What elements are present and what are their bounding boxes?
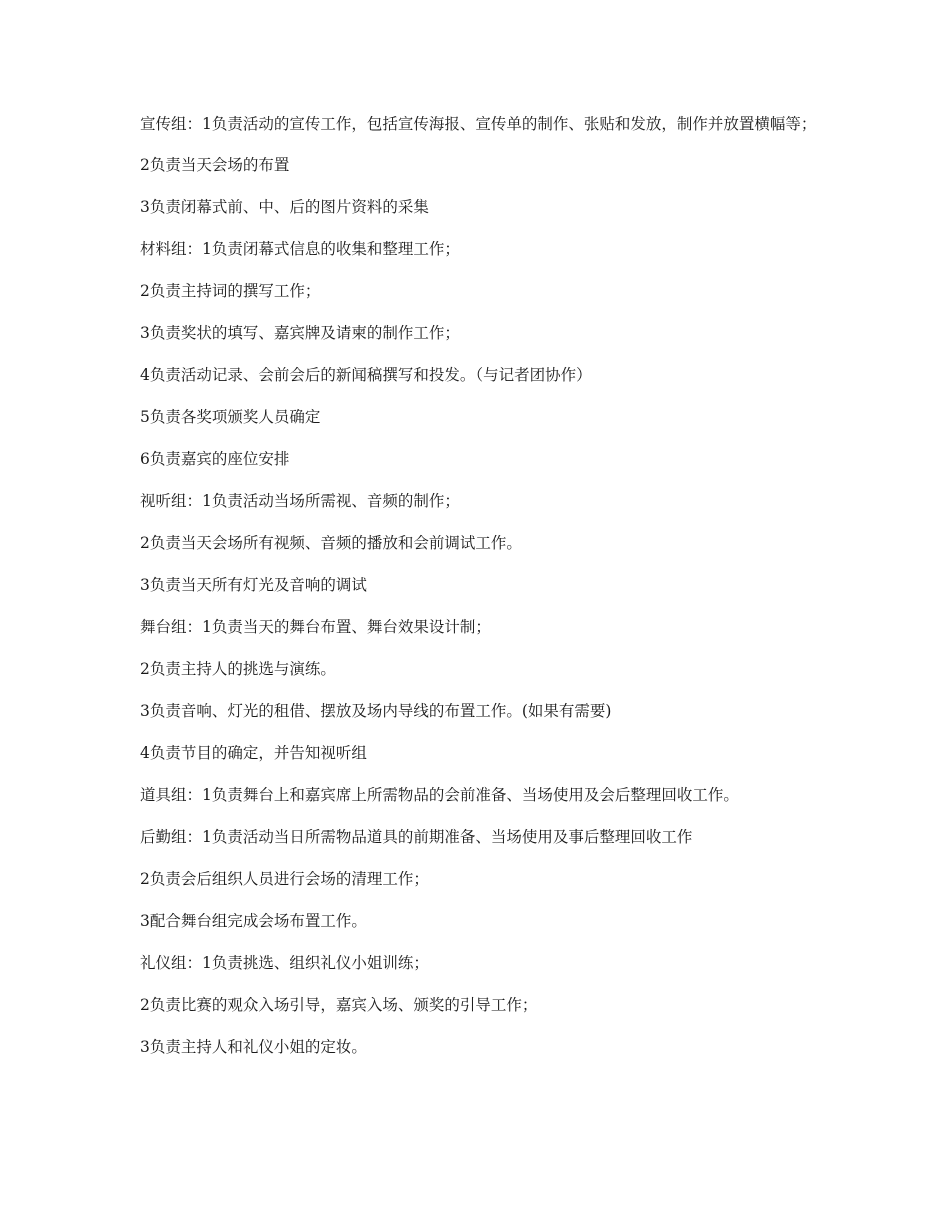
paragraph-publicity-2: 2负责当天会场的布置 (140, 156, 290, 174)
paragraph-logistics-1: 后勤组：1负责活动当日所需物品道具的前期准备、当场使用及事后整理回收工作 (140, 828, 693, 846)
paragraph-materials-2: 2负责主持词的撰写工作； (140, 282, 321, 300)
paragraph-etiquette-1: 礼仪组：1负责挑选、组织礼仪小姐训练； (140, 954, 429, 972)
paragraph-materials-3: 3负责奖状的填写、嘉宾牌及请柬的制作工作； (140, 324, 460, 342)
paragraph-av-3: 3负责当天所有灯光及音响的调试 (140, 576, 367, 594)
paragraph-materials-5: 5负责各奖项颁奖人员确定 (140, 408, 321, 426)
paragraph-etiquette-2: 2负责比赛的观众入场引导，嘉宾入场、颁奖的引导工作； (140, 996, 538, 1014)
paragraph-stage-1: 舞台组：1负责当天的舞台布置、舞台效果设计制； (140, 618, 491, 636)
paragraph-materials-4: 4负责活动记录、会前会后的新闻稿撰写和投发。（与记者团协作） (140, 366, 592, 384)
paragraph-logistics-3: 3配合舞台组完成会场布置工作。 (140, 912, 367, 930)
paragraph-publicity-3: 3负责闭幕式前、中、后的图片资料的采集 (140, 198, 429, 216)
paragraph-publicity-1: 宣传组：1负责活动的宣传工作，包括宣传海报、宣传单的制作、张贴和发放，制作并放置横幅等； (140, 115, 817, 133)
paragraph-stage-4: 4负责节目的确定，并告知视听组 (140, 744, 367, 762)
paragraph-stage-2: 2负责主持人的挑选与演练。 (140, 660, 336, 678)
paragraph-av-2: 2负责当天会场所有视频、音频的播放和会前调试工作。 (140, 534, 522, 552)
paragraph-logistics-2: 2负责会后组织人员进行会场的清理工作； (140, 870, 429, 888)
paragraph-stage-3: 3负责音响、灯光的租借、摆放及场内导线的布置工作。(如果有需要) (140, 702, 612, 720)
paragraph-materials-6: 6负责嘉宾的座位安排 (140, 450, 290, 468)
paragraph-av-1: 视听组：1负责活动当场所需视、音频的制作； (140, 492, 460, 510)
paragraph-materials-1: 材料组：1负责闭幕式信息的收集和整理工作； (140, 240, 460, 258)
paragraph-etiquette-3: 3负责主持人和礼仪小姐的定妆。 (140, 1038, 367, 1056)
document-body (140, 112, 820, 1077)
paragraph-props-1: 道具组：1负责舞台上和嘉宾席上所需物品的会前准备、当场使用及会后整理回收工作。 (140, 786, 739, 804)
